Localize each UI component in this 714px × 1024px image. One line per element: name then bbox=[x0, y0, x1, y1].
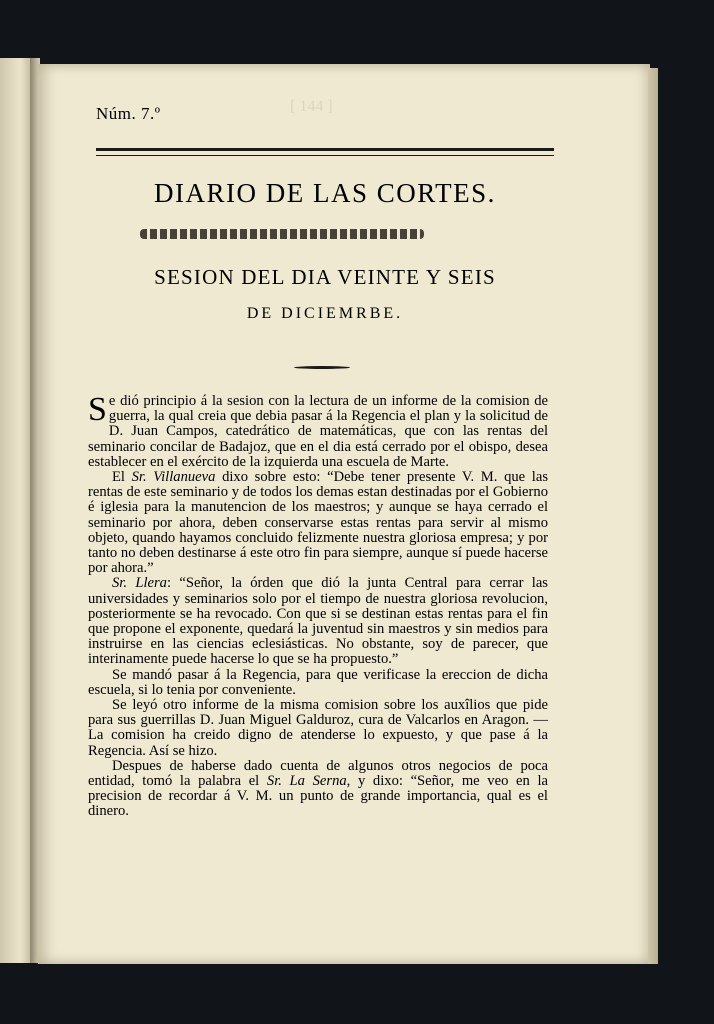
paragraph-1 bbox=[88, 391, 548, 470]
speaker-name: Sr. La Serna bbox=[266, 773, 347, 790]
paragraph-6-text: , y dixo: “Señor, me veo en la precision de recordar á V. M. un punto de grande importancia, qual es el dinero. bbox=[88, 773, 548, 820]
header-rule-thick bbox=[96, 148, 554, 151]
paragraph-6-lead: Despues de haberse dado cuenta de algunos otros negocios de poca entidad, tomó la palabra el bbox=[88, 757, 548, 790]
paragraph-2 bbox=[88, 470, 548, 576]
bleed-through-page-number: [ 144 ] bbox=[290, 98, 333, 115]
journal-title: DIARIO DE LAS CORTES. bbox=[154, 178, 496, 208]
ornamental-divider bbox=[140, 229, 424, 239]
drop-cap: S bbox=[88, 391, 107, 428]
paragraph-3 bbox=[88, 576, 548, 667]
paragraph-6 bbox=[88, 759, 548, 820]
article-body bbox=[88, 391, 549, 820]
header-rule-thin bbox=[96, 155, 554, 156]
paragraph-5: Se leyó otro informe de la misma comision sobre los auxîlios que pide para sus guerrillas D. Juan Miguel Galduroz, cura de Valcarlos en Aragon. — La comision ha creido digno de atenderse lo expuesto, y que pase á la Regencia. Así se hizo. bbox=[88, 697, 548, 759]
paragraph-2-lead: El bbox=[112, 469, 132, 486]
paragraph-4: Se mandó pasar á la Regencia, para que verificase la ereccion de dicha escuela, si lo tenia por conveniente. bbox=[88, 666, 548, 698]
speaker-name: Sr. Villanueva bbox=[131, 469, 216, 486]
session-title: SESION DEL DIA VEINTE Y SEIS bbox=[154, 265, 496, 289]
speaker-name: Sr. Llera bbox=[112, 575, 167, 592]
paragraph-2-text: dixo sobre esto: “Debe tener presente V. M. que las rentas de este seminario y de todos los demas estan destinadas por el Gobierno é iglesia para la manutencion de los maestros; y aunque se haya cerrado el seminario por ahora, deben conservarse estas rentas para servir al mismo objeto, quando hayamos concluido felizmente nuestra gloriosa empresa; y por tanto no deben destinarse á este otro fin para siempre, aunque sí puede hacerse por ahora.” bbox=[88, 469, 549, 577]
page-edge-stack bbox=[648, 68, 658, 964]
section-dash bbox=[294, 366, 350, 369]
issue-number: Núm. 7.º bbox=[96, 104, 161, 123]
paragraph-3-text: : “Señor, la órden que dió la junta Central para cerrar las universidades y seminarios solo por el tiempo de nuestra gloriosa revolucion, posteriormente se ha revocado. Con que si se destinan estas rentas para el fin que propone el exponente, quedará la juventud sin maestros y sin medios para instruirse en las ciencias eclesiásticas. No obstante, soy de parecer, que interinamente puede hacerse lo que se ha propuesto.” bbox=[88, 575, 548, 668]
session-date: DE DICIEMRBE. bbox=[246, 305, 404, 322]
paragraph-1-text: e dió principio á la sesion con la lectura de un informe de la comision de guerra, la qual creia que debia pasar á la Regencia el plan y la solicitud de D. Juan Campos, catedrático de matemáticas, que con las rentas del seminario concilar de Badajoz, que en el dia está cerrado por el obispo, desea establecer en el exército de la izquierda una escuela de Marte. bbox=[88, 393, 548, 470]
